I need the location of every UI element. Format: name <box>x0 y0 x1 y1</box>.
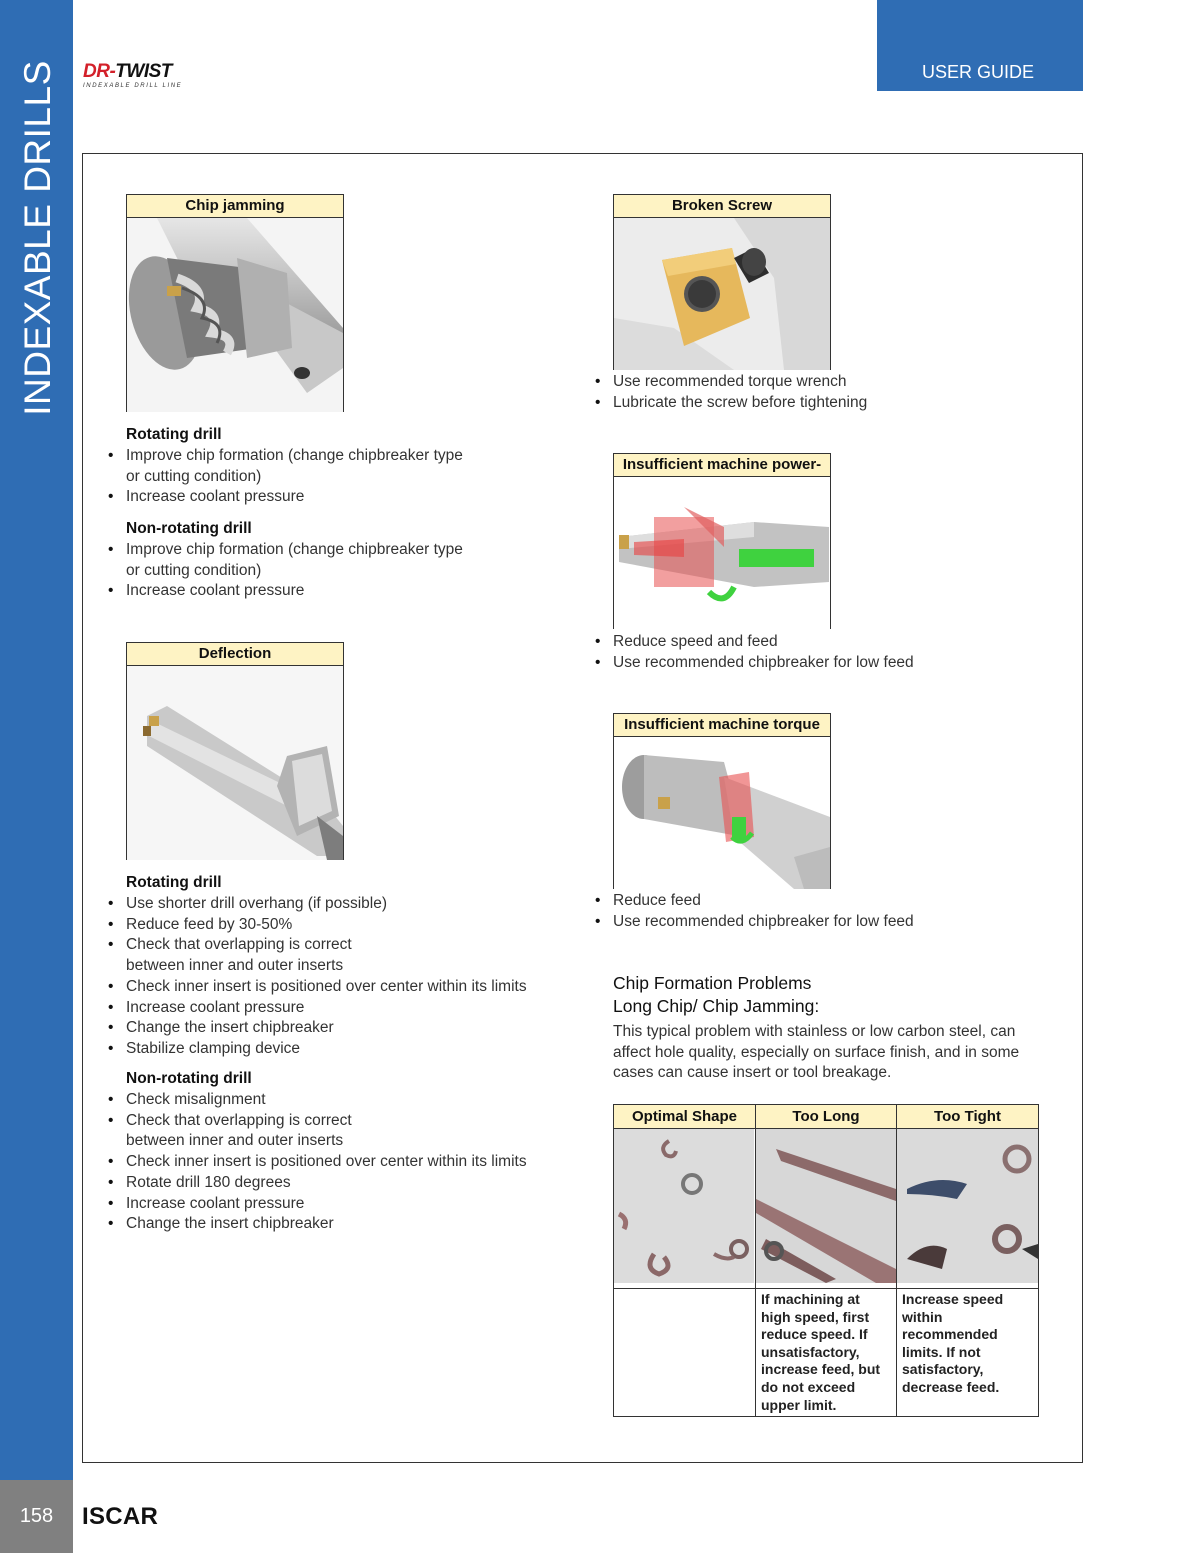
sidebar <box>0 0 73 1480</box>
broken-screw-image <box>614 218 830 370</box>
logo-wordmark <box>83 62 203 82</box>
tight-chips-illustration <box>897 1129 1038 1283</box>
insufficient-torque-image <box>614 737 830 889</box>
list-item: • Check inner insert is positioned over center within its limits <box>108 977 578 998</box>
list-item: • Reduce feed <box>595 891 1015 912</box>
optimal-chip-image <box>614 1129 756 1289</box>
table-header-row <box>614 1105 1039 1129</box>
power-drill-illustration <box>614 477 830 629</box>
chip-formation-description: This typical problem with stainless or low carbon steel, can affect hole quality, especially on surface finish, and in some cases can cause insert or tool breakage. <box>613 1023 1020 1082</box>
optimal-shape-note <box>614 1289 756 1417</box>
too-tight-note: Increase speed within recommended limits. If not satisfactory, decrease feed. <box>897 1289 1039 1417</box>
torque-drill-illustration <box>614 737 830 889</box>
list-item: • Increase coolant pressure <box>108 581 468 602</box>
drill-deflection-illustration <box>127 666 343 860</box>
too-long-note: If machining at high speed, first reduce speed. If unsatisfactory, increase feed, but do not exceed upper limit. <box>756 1289 897 1417</box>
too-long-chip-image <box>756 1129 897 1289</box>
list-item: • Use shorter drill overhang (if possible) <box>108 894 578 915</box>
table-row <box>614 1129 1039 1289</box>
logo-prefix: DR- <box>83 61 116 82</box>
list-item: • Increase coolant pressure <box>108 998 578 1019</box>
list-item: • Check misalignment <box>108 1090 578 1111</box>
chip-jamming-rotating-heading: Rotating drill <box>126 426 222 443</box>
logo-main-text: TWIST <box>115 61 172 82</box>
card-title: Deflection <box>127 643 343 666</box>
long-chips-illustration <box>756 1129 896 1283</box>
list-item: • Improve chip formation (change chipbreaker type or cutting condition) <box>108 446 468 487</box>
list-item: • Reduce feed by 30-50% <box>108 915 578 936</box>
card-title: Insufficient machine power- <box>614 454 830 477</box>
card-chip-jamming <box>126 194 344 412</box>
insufficient-power-list <box>595 632 1015 673</box>
list-item: • Improve chip formation (change chipbreaker type or cutting condition) <box>108 540 468 581</box>
dr-twist-logo <box>83 62 203 92</box>
list-item: • Use recommended torque wrench <box>595 372 1015 393</box>
too-tight-chip-image <box>897 1129 1039 1289</box>
list-item: • Check that overlapping is correct between inner and outer inserts <box>108 935 578 976</box>
logo-tagline: INDEXABLE DRILL LINE <box>83 83 183 89</box>
chip-jamming-non-rotating-list <box>108 540 468 602</box>
list-item: • Rotate drill 180 degrees <box>108 1173 578 1194</box>
list-item: • Change the insert chipbreaker <box>108 1018 578 1039</box>
chip-shape-table <box>613 1104 1039 1417</box>
chip-jamming-rotating-list <box>108 446 468 508</box>
drill-chip-jamming-illustration <box>127 218 343 412</box>
list-item: • Change the insert chipbreaker <box>108 1214 578 1235</box>
chip-formation-title: Chip Formation Problems <box>613 973 812 993</box>
list-item: • Stabilize clamping device <box>108 1039 578 1060</box>
header-too-long: Too Long <box>756 1105 897 1129</box>
deflection-image <box>127 666 343 860</box>
list-item: • Lubricate the screw before tightening <box>595 393 1015 414</box>
chip-jamming-non-rotating-heading: Non-rotating drill <box>126 520 252 537</box>
chip-jamming-image <box>127 218 343 412</box>
card-title: Broken Screw <box>614 195 830 218</box>
list-item: • Check that overlapping is correct between inner and outer inserts <box>108 1111 578 1152</box>
broken-screw-list <box>595 372 1015 413</box>
optimal-chips-illustration <box>614 1129 754 1283</box>
card-insufficient-torque <box>613 713 831 889</box>
list-item: • Increase coolant pressure <box>108 487 468 508</box>
insufficient-torque-list <box>595 891 1015 932</box>
list-item: • Increase coolant pressure <box>108 1194 578 1215</box>
card-broken-screw <box>613 194 831 370</box>
deflection-rotating-list <box>108 894 578 1060</box>
header-too-tight: Too Tight <box>897 1105 1039 1129</box>
header-tab-label: USER GUIDE <box>921 62 1034 82</box>
broken-screw-illustration <box>614 218 830 370</box>
card-insufficient-power <box>613 453 831 629</box>
table-row <box>614 1289 1039 1417</box>
card-title: Chip jamming <box>127 195 343 218</box>
chip-formation-subtitle: Long Chip/ Chip Jamming: <box>613 996 820 1016</box>
list-item: • Use recommended chipbreaker for low feed <box>595 653 1015 674</box>
insufficient-power-image <box>614 477 830 629</box>
card-deflection <box>126 642 344 860</box>
list-item: • Use recommended chipbreaker for low feed <box>595 912 1015 933</box>
deflection-non-rotating-list <box>108 1090 578 1235</box>
iscar-brand: ISCAR <box>82 1503 159 1530</box>
page-number: 158 <box>0 1480 73 1553</box>
deflection-rotating-heading: Rotating drill <box>126 874 222 891</box>
header-tab <box>877 0 1083 91</box>
list-item: • Check inner insert is positioned over center within its limits <box>108 1152 578 1173</box>
list-item: • Reduce speed and feed <box>595 632 1015 653</box>
deflection-non-rotating-heading: Non-rotating drill <box>126 1070 252 1087</box>
sidebar-title: INDEXABLE DRILLS <box>17 60 58 416</box>
header-optimal-shape: Optimal Shape <box>614 1105 756 1129</box>
card-title: Insufficient machine torque <box>614 714 830 737</box>
